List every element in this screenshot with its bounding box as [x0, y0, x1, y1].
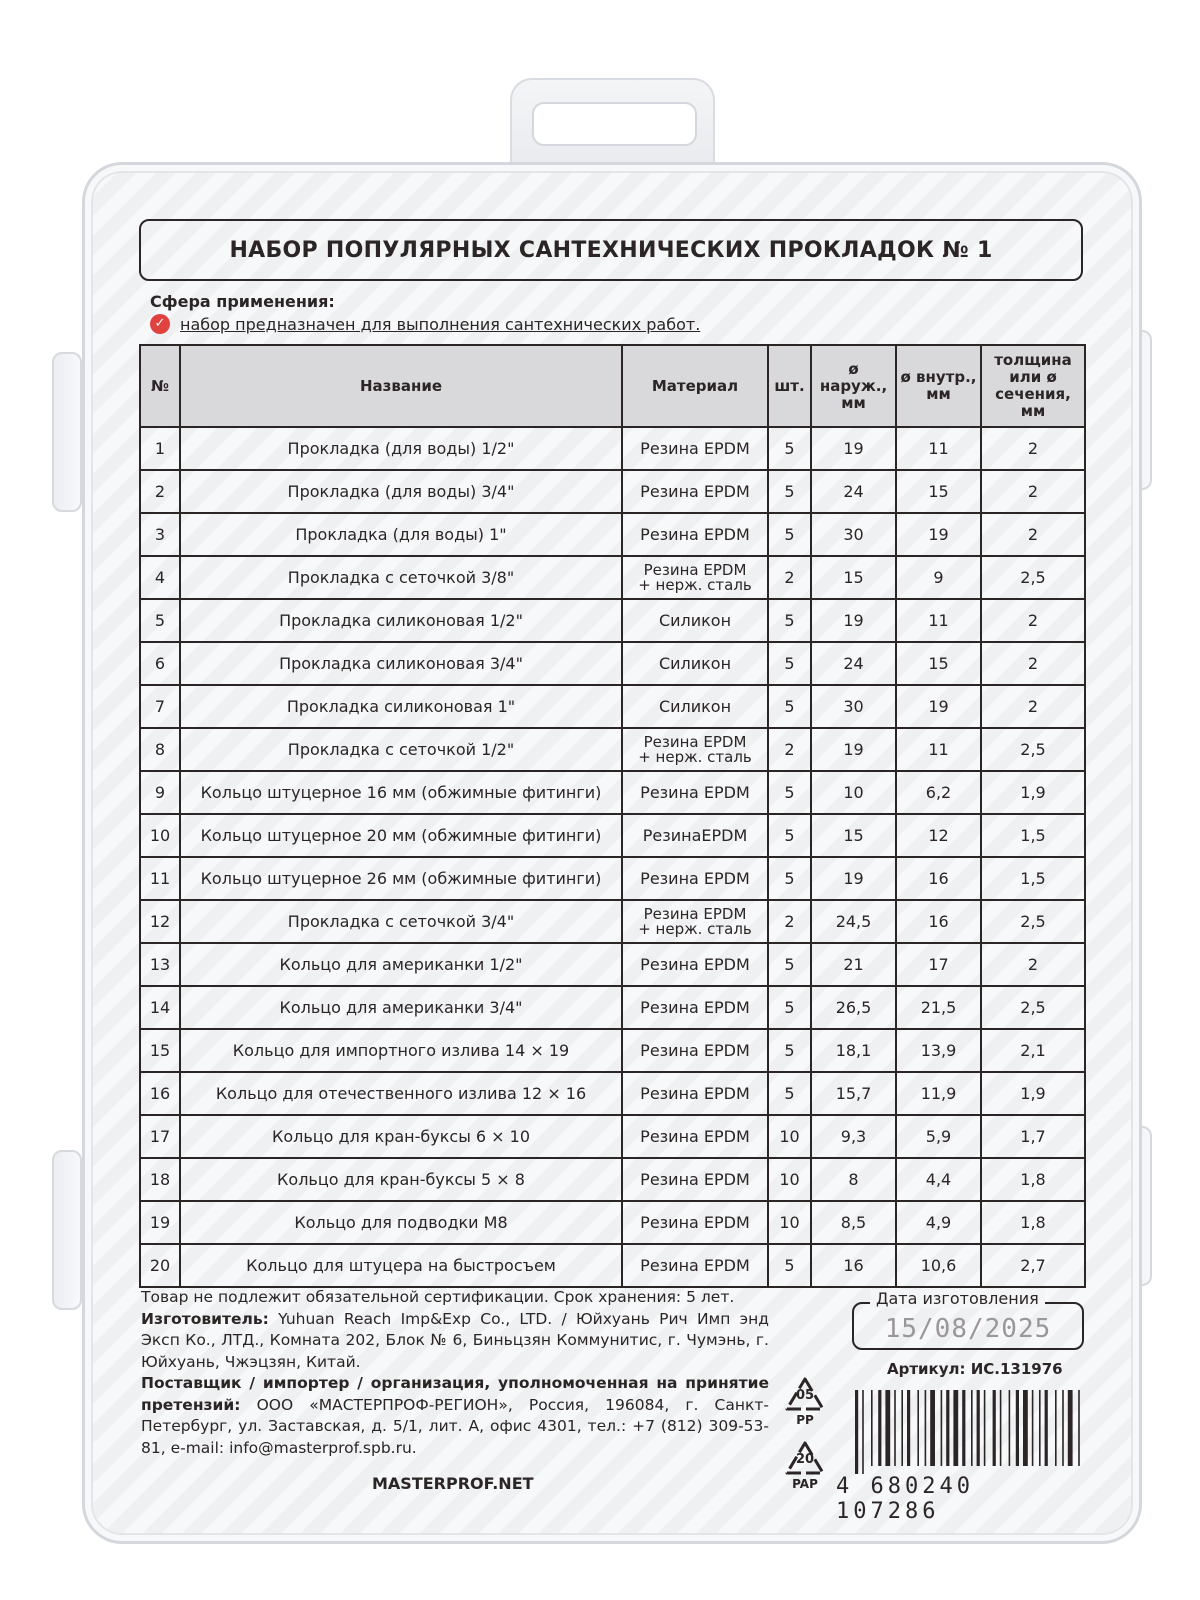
cell-qty: 10 [768, 1201, 811, 1244]
cell-thickness: 2,5 [981, 556, 1085, 599]
barcode-bar [1062, 1390, 1064, 1466]
cell-num: 10 [140, 814, 180, 857]
cell-inner: 16 [896, 900, 981, 943]
barcode-bar [878, 1390, 881, 1466]
cell-qty: 5 [768, 427, 811, 470]
supplier-label: Поставщик / импортер / организация, уполномоченная на принятие претензий: [141, 1374, 769, 1414]
material-line2: + нерж. сталь [638, 919, 752, 938]
cell-material [622, 900, 768, 943]
barcode-bar [1016, 1390, 1019, 1466]
cell-qty: 5 [768, 771, 811, 814]
cell-material: Резина EPDM [622, 470, 768, 513]
barcode-bar [855, 1390, 858, 1474]
table-row [140, 857, 1085, 900]
barcode-digits: 4 680240 107286 [836, 1474, 974, 1524]
barcode-bar [977, 1390, 980, 1466]
cell-material: Резина EPDM [622, 857, 768, 900]
cell-inner: 9 [896, 556, 981, 599]
cell-outer: 15 [811, 814, 896, 857]
cell-num: 13 [140, 943, 180, 986]
cell-thickness: 2 [981, 470, 1085, 513]
cell-thickness: 1,5 [981, 857, 1085, 900]
cell-qty: 2 [768, 900, 811, 943]
cell-material [622, 728, 768, 771]
cell-material: РезинаEPDM [622, 814, 768, 857]
cell-inner: 11,9 [896, 1072, 981, 1115]
barcode-bar [946, 1390, 949, 1466]
table-row [140, 556, 1085, 599]
barcode-bar [894, 1390, 896, 1466]
cell-name: Прокладка (для воды) 1" [180, 513, 622, 556]
header-qty: шт. [768, 345, 811, 427]
cell-name: Прокладка силиконовая 1/2" [180, 599, 622, 642]
barcode-bar [871, 1390, 873, 1466]
barcode-bar [862, 1390, 864, 1474]
barcode-bar [1009, 1390, 1011, 1466]
cell-num: 12 [140, 900, 180, 943]
cell-material: Резина EPDM [622, 513, 768, 556]
scope-text: набор предназначен для выполнения сантехнических работ. [180, 314, 701, 334]
cell-thickness: 2,5 [981, 900, 1085, 943]
manufacturer-block [141, 1309, 769, 1374]
cell-num: 7 [140, 685, 180, 728]
cell-num: 11 [140, 857, 180, 900]
table-row [140, 814, 1085, 857]
cell-inner: 10,6 [896, 1244, 981, 1287]
cell-thickness: 2 [981, 427, 1085, 470]
spec-table [139, 344, 1086, 1288]
cell-outer: 15 [811, 556, 896, 599]
cell-name: Кольцо для кран-буксы 5 × 8 [180, 1158, 622, 1201]
cell-thickness: 1,8 [981, 1158, 1085, 1201]
cell-num: 3 [140, 513, 180, 556]
barcode-bar [941, 1390, 943, 1466]
hanger-hole [532, 102, 697, 146]
cell-qty: 5 [768, 1072, 811, 1115]
barcode-bar [1000, 1390, 1002, 1466]
barcode-bar [953, 1390, 958, 1466]
recycle-pap-code: PAP [792, 1477, 818, 1491]
cell-name: Кольцо для кран-буксы 6 × 10 [180, 1115, 622, 1158]
cell-qty: 5 [768, 599, 811, 642]
cell-qty: 5 [768, 1029, 811, 1072]
cell-inner: 16 [896, 857, 981, 900]
barcode-bar [1068, 1390, 1073, 1466]
header-num: № [140, 345, 180, 427]
cell-material: Резина EPDM [622, 1072, 768, 1115]
cert-text: Товар не подлежит обязательной сертификации. Срок хранения: 5 лет. [141, 1288, 735, 1306]
cell-qty: 10 [768, 1115, 811, 1158]
header-material: Материал [622, 345, 768, 427]
header-inner: ø внутр., мм [896, 345, 981, 427]
table-row [140, 986, 1085, 1029]
cell-qty: 2 [768, 728, 811, 771]
barcode-bar [971, 1390, 973, 1466]
barcode-bar [925, 1390, 927, 1466]
cell-outer: 8 [811, 1158, 896, 1201]
cell-name: Кольцо штуцерное 20 мм (обжимные фитинги) [180, 814, 622, 857]
barcode-bar [1078, 1390, 1080, 1466]
cell-inner: 19 [896, 513, 981, 556]
cell-qty: 5 [768, 642, 811, 685]
scope-label: Сфера применения: [150, 292, 335, 311]
cell-material: Силикон [622, 642, 768, 685]
cell-thickness: 2,7 [981, 1244, 1085, 1287]
cell-outer: 8,5 [811, 1201, 896, 1244]
cell-outer: 21 [811, 943, 896, 986]
table-row [140, 685, 1085, 728]
cell-inner: 15 [896, 642, 981, 685]
recycle-pap-number: 20 [795, 1452, 815, 1467]
cell-thickness: 2,5 [981, 728, 1085, 771]
header-name: Название [180, 345, 622, 427]
cell-name: Прокладка с сеточкой 1/2" [180, 728, 622, 771]
cell-num: 4 [140, 556, 180, 599]
recycle-pp-number: 05 [795, 1388, 815, 1403]
cell-inner: 12 [896, 814, 981, 857]
header-outer: ø наруж., мм [811, 345, 896, 427]
table-row [140, 771, 1085, 814]
cell-num: 16 [140, 1072, 180, 1115]
cell-qty: 5 [768, 1244, 811, 1287]
cell-qty: 5 [768, 857, 811, 900]
cell-num: 6 [140, 642, 180, 685]
barcode-bar [1032, 1390, 1034, 1466]
cell-qty: 5 [768, 986, 811, 1029]
table-header-row [140, 345, 1085, 427]
barcode-bar [1023, 1390, 1028, 1466]
cell-outer: 15,7 [811, 1072, 896, 1115]
cell-outer: 24 [811, 470, 896, 513]
cell-material: Резина EPDM [622, 1201, 768, 1244]
cell-inner: 11 [896, 728, 981, 771]
cell-name: Прокладка силиконовая 3/4" [180, 642, 622, 685]
cell-num: 15 [140, 1029, 180, 1072]
cell-material: Резина EPDM [622, 1244, 768, 1287]
cell-name: Кольцо для штуцера на быстросъем [180, 1244, 622, 1287]
cell-num: 9 [140, 771, 180, 814]
table-row [140, 513, 1085, 556]
recycle-pap-icon [782, 1440, 828, 1490]
cell-num: 8 [140, 728, 180, 771]
cell-inner: 4,9 [896, 1201, 981, 1244]
article-number: Артикул: ИС.131976 [887, 1360, 1063, 1378]
cell-inner: 6,2 [896, 771, 981, 814]
cell-thickness: 1,5 [981, 814, 1085, 857]
barcode-icon [855, 1390, 1085, 1474]
material-line2: + нерж. сталь [638, 575, 752, 594]
table-row [140, 1115, 1085, 1158]
barcode-bar [885, 1390, 890, 1466]
cell-name: Кольцо для американки 3/4" [180, 986, 622, 1029]
cell-qty: 5 [768, 470, 811, 513]
cell-outer: 19 [811, 427, 896, 470]
header-thickness: толщина или ø сечения, мм [981, 345, 1085, 427]
barcode-bar [1039, 1390, 1041, 1466]
date-value: 15/08/2025 [884, 1314, 1052, 1344]
cell-material: Резина EPDM [622, 427, 768, 470]
barcode-bar [930, 1390, 935, 1466]
cell-name: Кольцо для отечественного излива 12 × 16 [180, 1072, 622, 1115]
supplier-block [141, 1373, 769, 1459]
cell-material: Резина EPDM [622, 943, 768, 986]
cell-name: Прокладка с сеточкой 3/8" [180, 556, 622, 599]
cell-inner: 4,4 [896, 1158, 981, 1201]
cell-inner: 11 [896, 427, 981, 470]
recycle-pp-icon [782, 1376, 828, 1426]
barcode-bar [1055, 1390, 1057, 1466]
cell-outer: 19 [811, 599, 896, 642]
cell-thickness: 1,7 [981, 1115, 1085, 1158]
cell-name: Прокладка (для воды) 3/4" [180, 470, 622, 513]
cell-outer: 19 [811, 857, 896, 900]
cell-inner: 19 [896, 685, 981, 728]
cell-thickness: 2 [981, 685, 1085, 728]
manufacturer-label: Изготовитель: [141, 1309, 269, 1328]
cell-outer: 24,5 [811, 900, 896, 943]
material-line1: Резина EPDM [643, 732, 747, 751]
cell-inner: 15 [896, 470, 981, 513]
cell-outer: 24 [811, 642, 896, 685]
cell-material: Резина EPDM [622, 1115, 768, 1158]
scope-line [150, 314, 700, 334]
cell-qty: 2 [768, 556, 811, 599]
cell-outer: 16 [811, 1244, 896, 1287]
latch-left-top [52, 352, 82, 512]
cell-material: Резина EPDM [622, 1158, 768, 1201]
date-label: Дата изготовления [870, 1289, 1045, 1308]
cell-num: 20 [140, 1244, 180, 1287]
cell-name: Кольцо штуцерное 16 мм (обжимные фитинги) [180, 771, 622, 814]
cell-material: Резина EPDM [622, 1029, 768, 1072]
table-row [140, 1201, 1085, 1244]
barcode-bar [1045, 1390, 1048, 1466]
cell-inner: 5,9 [896, 1115, 981, 1158]
cell-qty: 5 [768, 814, 811, 857]
cell-outer: 30 [811, 685, 896, 728]
cell-thickness: 2 [981, 599, 1085, 642]
cell-qty: 5 [768, 513, 811, 556]
supplier-text: ООО «МАСТЕРПРОФ-РЕГИОН», Россия, 196084, г. Санкт-Петербург, ул. Заставская, д. 5/1, лит. А, офис 4301, тел.: +7 (812) 309-53-81, e-mail: info@masterprof.spb.ru. [141, 1395, 769, 1457]
table-row [140, 642, 1085, 685]
cell-num: 18 [140, 1158, 180, 1201]
manufacturer-text: Yuhuan Reach Imp&Exp Co., LTD. / Юйхуань Рич Имп энд Эксп Ко., ЛТД., Комната 202, Блок № 6, Биньцзян Коммунитис, г. Чумэнь, г. Юйхуань, Чжэцзян, Китай. [141, 1309, 769, 1371]
site-link: MASTERPROF.NET [372, 1474, 534, 1493]
cell-material: Резина EPDM [622, 986, 768, 1029]
cell-num: 17 [140, 1115, 180, 1158]
cell-thickness: 1,9 [981, 1072, 1085, 1115]
table-row [140, 427, 1085, 470]
cell-name: Кольцо для подводки М8 [180, 1201, 622, 1244]
cell-outer: 26,5 [811, 986, 896, 1029]
cell-num: 5 [140, 599, 180, 642]
cell-qty: 10 [768, 1158, 811, 1201]
cell-thickness: 1,9 [981, 771, 1085, 814]
table-row [140, 470, 1085, 513]
cell-outer: 10 [811, 771, 896, 814]
cell-thickness: 2,1 [981, 1029, 1085, 1072]
latch-left-bottom [52, 1150, 82, 1310]
cell-num: 1 [140, 427, 180, 470]
table-row [140, 1244, 1085, 1287]
cell-name: Прокладка силиконовая 1" [180, 685, 622, 728]
cell-name: Кольцо штуцерное 26 мм (обжимные фитинги) [180, 857, 622, 900]
table-row [140, 728, 1085, 771]
cell-outer: 9,3 [811, 1115, 896, 1158]
table-row [140, 943, 1085, 986]
material-line2: + нерж. сталь [638, 747, 752, 766]
cell-thickness: 2,5 [981, 986, 1085, 1029]
material-line1: Резина EPDM [643, 904, 747, 923]
table-row [140, 1158, 1085, 1201]
cell-material: Силикон [622, 685, 768, 728]
table-row [140, 1072, 1085, 1115]
cell-name: Кольцо для американки 1/2" [180, 943, 622, 986]
cell-thickness: 2 [981, 513, 1085, 556]
cell-inner: 11 [896, 599, 981, 642]
cell-thickness: 2 [981, 943, 1085, 986]
material-line1: Резина EPDM [643, 560, 747, 579]
page-title: НАБОР ПОПУЛЯРНЫХ САНТЕХНИЧЕСКИХ ПРОКЛАДОК № 1 [139, 219, 1083, 281]
check-icon: ✓ [150, 314, 170, 334]
barcode-bar [962, 1390, 965, 1466]
barcode-bar [907, 1390, 910, 1466]
cell-thickness: 1,8 [981, 1201, 1085, 1244]
cell-qty: 5 [768, 685, 811, 728]
cell-num: 19 [140, 1201, 180, 1244]
footer-info [141, 1287, 769, 1459]
cell-name: Кольцо для импортного излива 14 × 19 [180, 1029, 622, 1072]
table-row [140, 1029, 1085, 1072]
cell-num: 14 [140, 986, 180, 1029]
cell-thickness: 2 [981, 642, 1085, 685]
cell-material: Силикон [622, 599, 768, 642]
table-row [140, 900, 1085, 943]
cell-inner: 21,5 [896, 986, 981, 1029]
cell-name: Прокладка (для воды) 1/2" [180, 427, 622, 470]
cell-inner: 17 [896, 943, 981, 986]
barcode-bar [993, 1390, 996, 1466]
table-row [140, 599, 1085, 642]
barcode-bar [917, 1390, 919, 1466]
cell-outer: 30 [811, 513, 896, 556]
cell-inner: 13,9 [896, 1029, 981, 1072]
cell-name: Прокладка с сеточкой 3/4" [180, 900, 622, 943]
cell-material: Резина EPDM [622, 771, 768, 814]
recycle-pp-code: PP [796, 1413, 814, 1427]
barcode-bar [984, 1390, 986, 1466]
barcode-bar [901, 1390, 903, 1466]
cell-num: 2 [140, 470, 180, 513]
cell-material [622, 556, 768, 599]
cell-qty: 5 [768, 943, 811, 986]
cell-outer: 18,1 [811, 1029, 896, 1072]
cell-outer: 19 [811, 728, 896, 771]
